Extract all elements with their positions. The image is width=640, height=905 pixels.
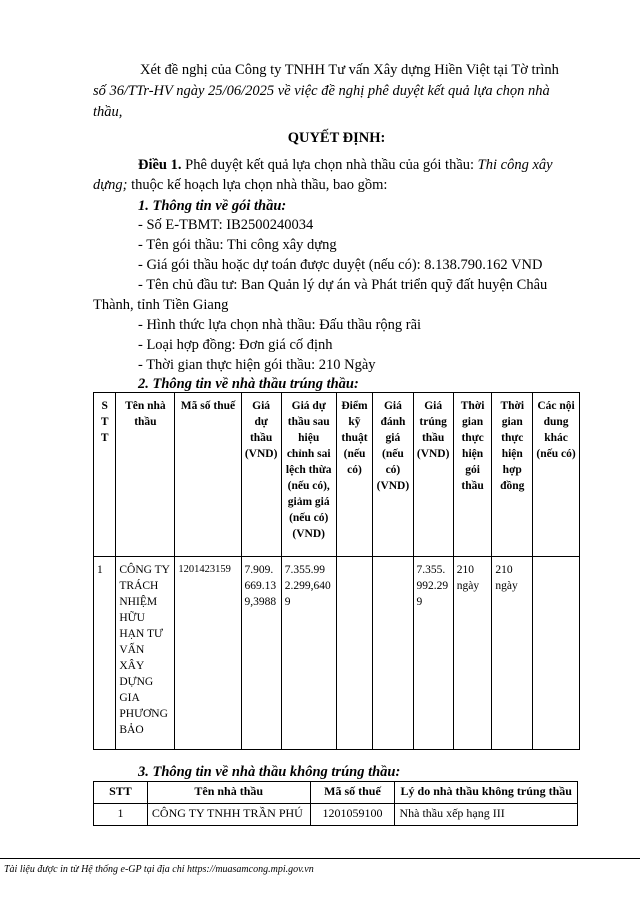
section-1-title: 1. Thông tin về gói thầu: xyxy=(138,198,287,214)
header-package-time: Thời gian thực hiện gói thầu xyxy=(453,393,492,557)
header-tax: Mã số thuế xyxy=(175,393,241,557)
table-row xyxy=(94,804,578,826)
intro-line-2: số 36/TTr-HV ngày 25/06/2025 về việc đề nghị phê duyệt kết quả lựa chọn nhà xyxy=(93,83,550,99)
cell-other xyxy=(533,557,580,750)
cell-adjusted-price: 7.355.992.299,6409 xyxy=(281,557,336,750)
cell-eval-price xyxy=(373,557,413,750)
footer-note: Tài liệu được in từ Hệ thống e-GP tại địa chỉ https://muasamcong.mpi.gov.vn xyxy=(4,864,314,875)
article-1-line-1 xyxy=(138,155,553,175)
cell-name: CÔNG TY TNHH TRẦN PHÚ xyxy=(147,804,310,826)
table-header-row xyxy=(94,393,580,557)
article-1-text-a: Phê duyệt kết quả lựa chọn nhà thầu của gói thầu: xyxy=(181,157,478,173)
header-stt: STT xyxy=(94,393,116,557)
table-row xyxy=(94,557,580,750)
header-other: Các nội dung khác (nếu có) xyxy=(533,393,580,557)
winning-bidder-table xyxy=(93,392,580,750)
cell-win-price: 7.355.992.299 xyxy=(413,557,453,750)
header-stt: STT xyxy=(94,782,148,804)
section-2-title: 2. Thông tin về nhà thầu trúng thầu: xyxy=(138,376,359,392)
cell-name: CÔNG TY TRÁCH NHIỆM HỮU HẠN TƯ VẤN XÂY DỰNG GIA PHƯƠNG BẢO xyxy=(116,557,175,750)
header-bid-price: Giá dự thầu (VND) xyxy=(241,393,281,557)
section-1-item: - Giá gói thầu hoặc dự toán được duyệt (nếu có): 8.138.790.162 VND xyxy=(138,257,543,273)
cell-contract-time: 210 ngày xyxy=(492,557,533,750)
article-1-label: Điều 1. xyxy=(138,157,182,173)
cell-tax: 1201423159 xyxy=(175,557,241,750)
section-1-item: - Loại hợp đồng: Đơn giá cố định xyxy=(138,337,333,353)
footer-divider xyxy=(0,858,640,859)
header-tech-score: Điểm kỹ thuật (nếu có) xyxy=(336,393,373,557)
cell-reason: Nhà thầu xếp hạng III xyxy=(395,804,578,826)
header-tax: Mã số thuế xyxy=(310,782,395,804)
article-1-package-a: Thi công xây xyxy=(477,157,553,173)
intro-line-3: thầu, xyxy=(93,104,123,120)
cell-tax: 1201059100 xyxy=(310,804,395,826)
cell-tech-score xyxy=(336,557,373,750)
losing-bidder-table xyxy=(93,781,578,826)
section-1-item: - Số E-TBMT: IB2500240034 xyxy=(138,217,314,233)
article-1-package-b: dựng; xyxy=(93,177,128,193)
section-3-title: 3. Thông tin về nhà thầu không trúng thầu: xyxy=(138,764,401,780)
header-reason: Lý do nhà thầu không trúng thầu xyxy=(395,782,578,804)
section-1-item: - Thời gian thực hiện gói thầu: 210 Ngày xyxy=(138,357,376,373)
section-1-item: - Tên chủ đầu tư: Ban Quản lý dự án và Phát triển quỹ đất huyện Châu xyxy=(138,277,548,293)
intro-line-1 xyxy=(140,60,559,80)
cell-bid-price: 7.909.669.139,3988 xyxy=(241,557,281,750)
section-1-item: Thành, tỉnh Tiền Giang xyxy=(93,297,229,313)
header-win-price: Giá trúng thầu (VND) xyxy=(413,393,453,557)
article-1-text-b: thuộc kế hoạch lựa chọn nhà thầu, bao gồm: xyxy=(127,177,388,193)
cell-stt: 1 xyxy=(94,557,116,750)
table-header-row xyxy=(94,782,578,804)
cell-stt: 1 xyxy=(94,804,148,826)
header-eval-price: Giá đánh giá (nếu có) (VND) xyxy=(373,393,413,557)
header-adjusted-price: Giá dự thầu sau hiệu chỉnh sai lệch thừa (nếu có), giảm giá (nếu có) (VND) xyxy=(281,393,336,557)
section-1-item: - Tên gói thầu: Thi công xây dựng xyxy=(138,237,337,253)
cell-package-time: 210 ngày xyxy=(453,557,492,750)
header-contract-time: Thời gian thực hiện hợp đồng xyxy=(492,393,533,557)
header-name: Tên nhà thầu xyxy=(116,393,175,557)
decision-heading: QUYẾT ĐỊNH: xyxy=(287,130,386,146)
section-1-item: - Hình thức lựa chọn nhà thầu: Đấu thầu rộng rãi xyxy=(138,317,422,333)
intro-text-1: Xét đề nghị của Công ty TNHH Tư vấn Xây dựng Hiền Việt tại Tờ trình xyxy=(140,62,559,78)
header-name: Tên nhà thầu xyxy=(147,782,310,804)
article-1-line-2 xyxy=(93,175,387,195)
